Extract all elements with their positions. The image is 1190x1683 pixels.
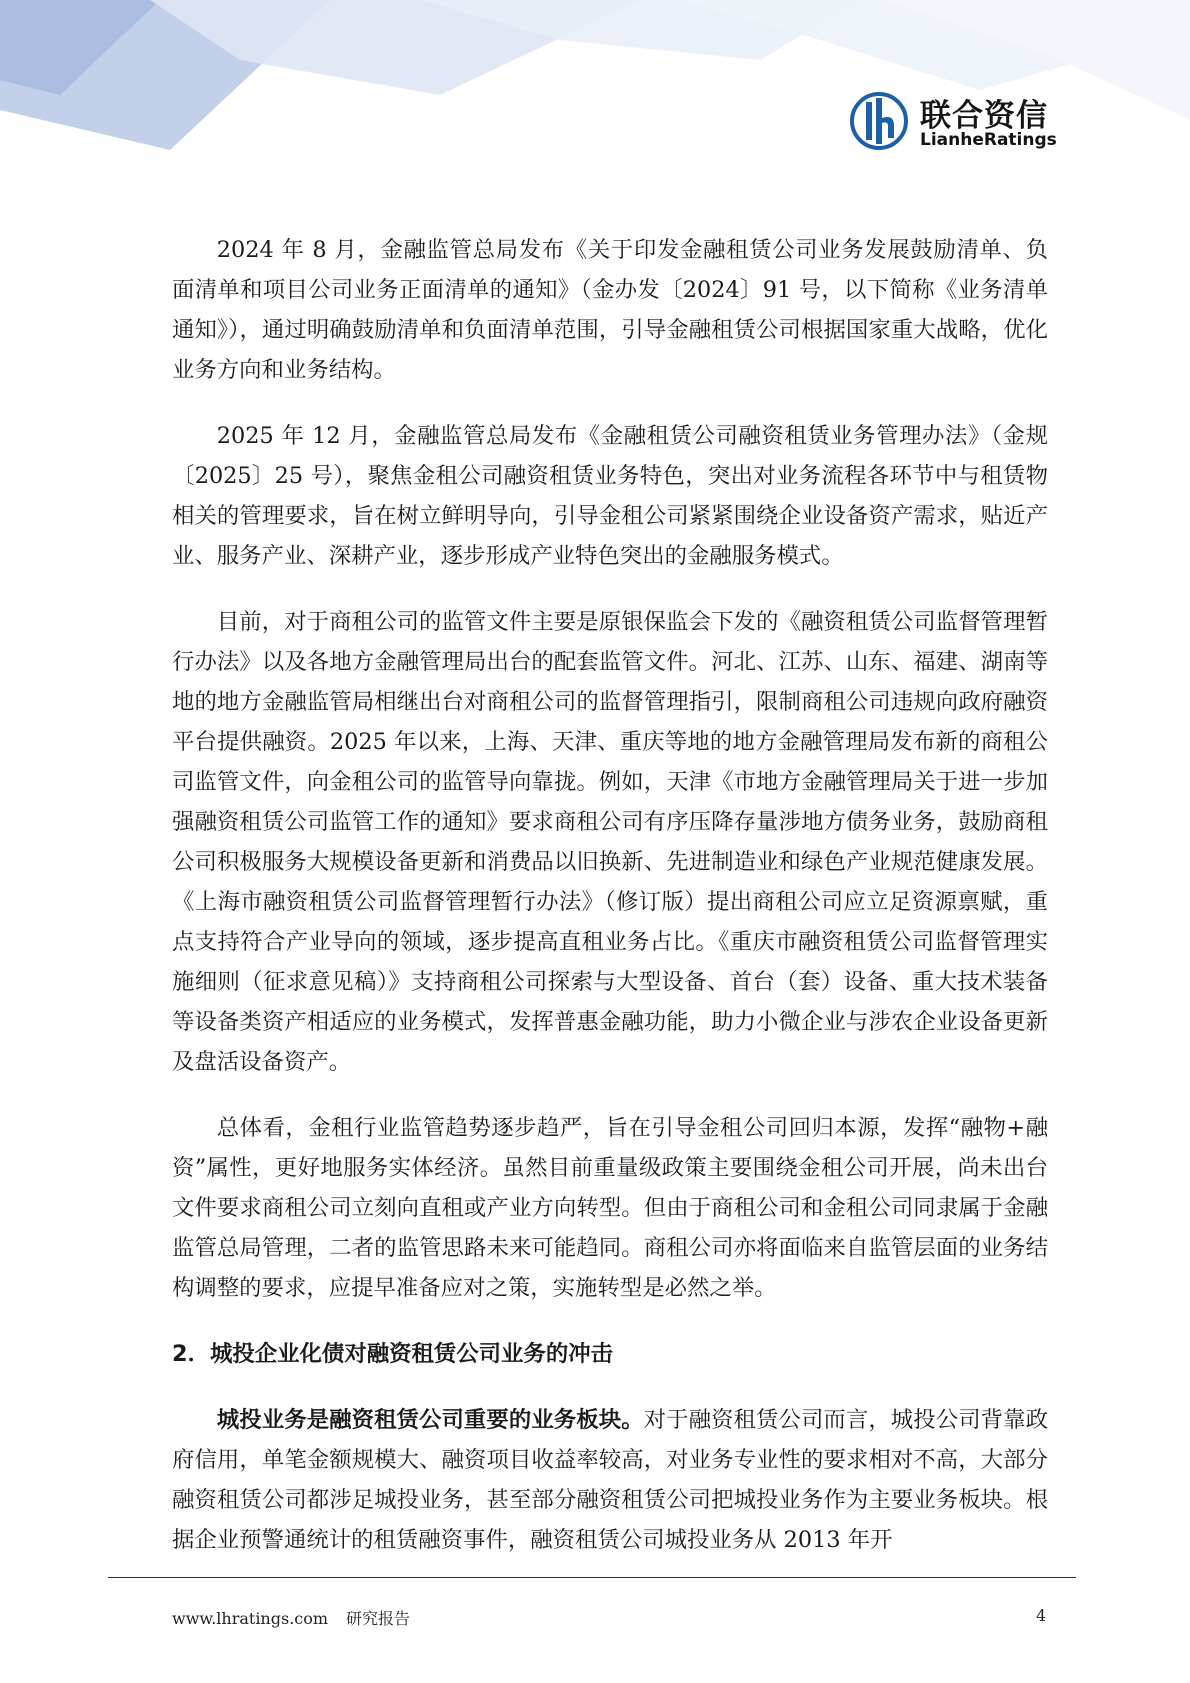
logo-chinese-name: 联合资信	[920, 98, 1048, 134]
logo-english-name: LianheRatings	[920, 130, 1057, 150]
lianhe-logo-icon	[850, 92, 908, 150]
footer-website-link[interactable]: www.lhratings.com	[172, 1609, 329, 1628]
paragraph: 总体看，金租行业监管趋势逐步趋严，旨在引导金租公司回归本源，发挥“融物+融资”属性，更好地服务实体经济。虽然目前重量级政策主要围绕金租公司开展，尚未出台文件要求商租公司立刻向直租或产业方向转型。但由于商租公司和金租公司同隶属于金融监管总局管理，二者的监管思路未来可能趋同。商租公司亦将面临来自监管层面的业务结构调整的要求，应提早准备应对之策，实施转型是必然之举。	[172, 1115, 1048, 1301]
footer-doc-type: 研究报告	[346, 1609, 411, 1628]
footer-info	[172, 1606, 410, 1629]
report-body	[172, 230, 1048, 1586]
paragraph: 目前，对于商租公司的监管文件主要是原银保监会下发的《融资租赁公司监督管理暂行办法》以及各地方金融管理局出台的配套监管文件。河北、江苏、山东、福建、湖南等地的地方金融监管局相继出台对商租公司的监督管理指引，限制商租公司违规向政府融资平台提供融资。2025 年以来，上海、天津、重庆等地的地方金融管理局发布新的商租公司监管文件，向金租公司的监管导向靠拢。例如，天津《市地方金融管理局关于进一步加强融资租赁公司监管工作的通知》要求商租公司有序压降存量涉地方债务业务，鼓励商租公司积极服务大规模设备更新和消费品以旧换新、先进制造业和绿色产业规范健康发展。《上海市融资租赁公司监督管理暂行办法》（修订版）提出商租公司应立足资源禀赋，重点支持符合产业导向的领域，逐步提高直租业务占比。《重庆市融资租赁公司监督管理实施细则（征求意见稿）》支持商租公司探索与大型设备、首台（套）设备、重大技术装备等设备类资产相适应的业务模式，发挥普惠金融功能，助力小微企业与涉农企业设备更新及盘活设备资产。	[172, 609, 1048, 1075]
paragraph-lead: 城投业务是融资租赁公司重要的业务板块。	[216, 1407, 644, 1433]
page-number: 4	[1036, 1606, 1047, 1625]
paragraph: 2025 年 12 月，金融监管总局发布《金融租赁公司融资租赁业务管理办法》（金规〔2025〕25 号），聚焦金租公司融资租赁业务特色，突出对业务流程各环节中与租赁物相关的管理要求，旨在树立鲜明导向，引导金租公司紧紧围绕企业设备资产需求，贴近产业、服务产业、深耕产业，逐步形成产业特色突出的金融服务模式。	[172, 423, 1048, 569]
section-heading: 2．城投企业化债对融资租赁公司业务的冲击	[172, 1341, 614, 1367]
paragraph-text: 对于融资租赁公司而言，城投公司背靠政府信用，单笔金额规模大、融资项目收益率较高，对业务专业性的要求相对不高，大部分融资租赁公司都涉足城投业务，甚至部分融资租赁公司把城投业务作为主要业务板块。根据企业预警通统计的租赁融资事件，融资租赁公司城投业务从 2013 年开	[172, 1407, 1049, 1553]
footer-divider	[108, 1577, 1076, 1578]
paragraph	[172, 1400, 1048, 1560]
paragraph: 2024 年 8 月，金融监管总局发布《关于印发金融租赁公司业务发展鼓励清单、负面清单和项目公司业务正面清单的通知》（金办发〔2024〕91 号，以下简称《业务清单通知》），通过明确鼓励清单和负面清单范围，引导金融租赁公司根据国家重大战略，优化业务方向和业务结构。	[172, 237, 1048, 383]
lianhe-logo	[850, 88, 1060, 158]
